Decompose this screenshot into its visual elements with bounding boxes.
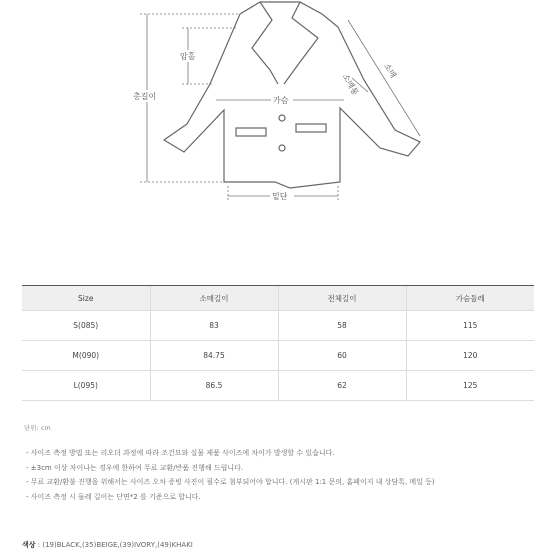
button-1	[279, 115, 285, 121]
jacket-measurement-diagram	[0, 0, 554, 230]
header-chest: 가슴둘레	[406, 286, 534, 311]
sleeve-length-cell: 84.75	[150, 341, 278, 371]
collar-right	[284, 2, 318, 84]
size-table	[22, 285, 534, 401]
sleeve-length-label: 소매	[382, 61, 398, 80]
total-length-label: 총길이	[133, 92, 157, 101]
sleeve-length-cell: 83	[150, 311, 278, 341]
pocket-left	[236, 128, 266, 136]
unit-note: 단위: cm	[24, 424, 51, 432]
sleeve-width-label: 소매통	[340, 72, 361, 97]
sleeve-length-line	[348, 20, 420, 136]
size-cell: L(095)	[22, 371, 150, 401]
chest-cell: 120	[406, 341, 534, 371]
table-row	[22, 311, 534, 341]
chest-label: 가슴	[273, 96, 289, 105]
table-header-row	[22, 286, 534, 311]
total-length-cell: 58	[278, 311, 406, 341]
sleeve-length-cell: 86.5	[150, 371, 278, 401]
header-size: Size	[22, 286, 150, 311]
header-total-length: 전체길이	[278, 286, 406, 311]
color-label: 색상	[22, 541, 36, 549]
note-item: - 무료 교환/환불 진행을 위해서는 사이즈 오차 증빙 사진이 필수로 첨부되어야 합니다. (게시판 1:1 문의, 홈페이지 내 상담톡, 메일 등)	[26, 478, 435, 486]
hem-label: 밑단	[272, 192, 288, 201]
button-2	[279, 145, 285, 151]
note-item: - ±3cm 이상 차이나는 경우에 한하여 무료 교환/반품 진행해 드립니다.	[26, 463, 244, 472]
table-row	[22, 341, 534, 371]
total-length-cell: 62	[278, 371, 406, 401]
note-item: - 사이즈 측정 방법 또는 리오더 과정에 따라 조건묘와 실물 제품 사이즈에 차이가 발생할 수 있습니다.	[26, 449, 335, 457]
note-item: - 사이즈 측정 시 둘레 길이는 단면*2 를 기준으로 합니다.	[26, 492, 201, 501]
pocket-right	[296, 124, 326, 132]
color-options	[22, 540, 193, 550]
chest-cell: 125	[406, 371, 534, 401]
total-length-cell: 60	[278, 341, 406, 371]
header-sleeve-length: 소매길이	[150, 286, 278, 311]
armhole-label: 암홀	[180, 52, 196, 61]
table-row	[22, 371, 534, 401]
collar-left	[252, 2, 278, 84]
size-notes-list	[26, 446, 435, 504]
size-cell: M(090)	[22, 341, 150, 371]
size-cell: S(085)	[22, 311, 150, 341]
color-values: : (19)BLACK,(35)BEIGE,(39)IVORY,(49)KHAKI	[37, 541, 193, 549]
chest-cell: 115	[406, 311, 534, 341]
